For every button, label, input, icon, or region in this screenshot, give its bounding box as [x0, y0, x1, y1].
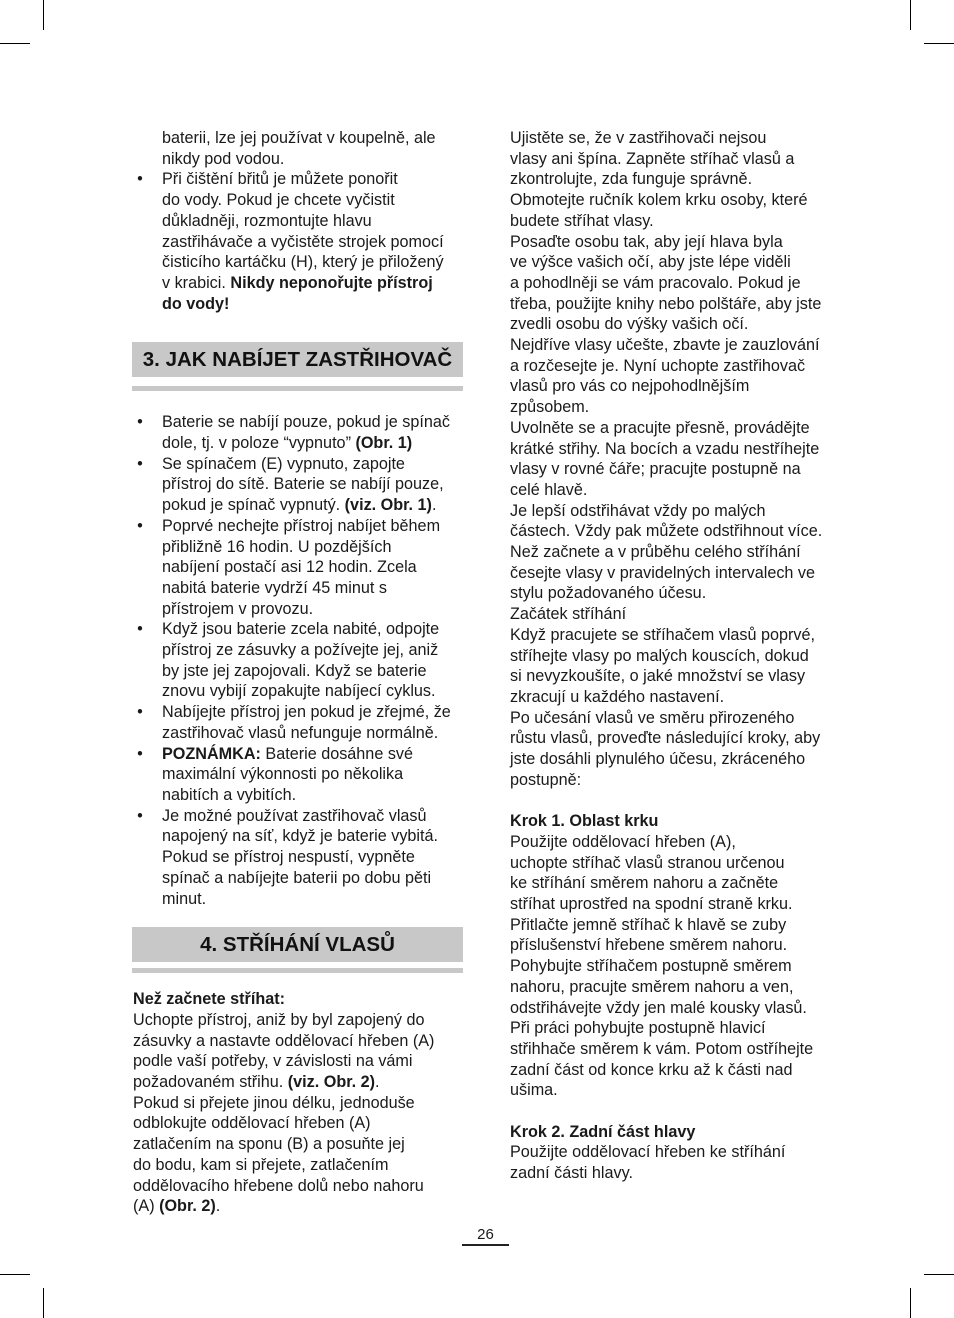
text-line: budete stříhat vlasy. — [510, 211, 654, 230]
list-item: • Baterie se nabíjí pouze, pokud je spínač dole, tj. v poloze “vypnuto” (Obr. 1) — [133, 412, 468, 453]
before-cutting-paragraph: Než začnete stříhat: Uchopte přístroj, aniž by byl zapojený do zásuvky a nastavte oddělovací hřeben (A) podle vaší potřeby, v závislosti na vámi požadovaném střihu. (viz. Obr. 2). Pokud si přejete jinou délku, jednoduše odblokujte oddělovací hřeben (A) zatlačením na sponu (B) a posuňte jej do bodu, kam si přejete, zatlačením oddělovacího hřebene dolů nebo nahoru (A) (Obr. 2). — [133, 990, 435, 1216]
cleaning-list — [133, 169, 468, 314]
text-line: třeba, použijte knihy nebo polštáře, aby jste — [510, 294, 822, 313]
crop-mark — [0, 43, 30, 44]
text-line: česejte vlasy v pravidelných intervalech ve — [510, 563, 816, 582]
text-line: Při práci pohybujte postupně hlavicí — [510, 1019, 766, 1038]
text-line: Když pracujete se stříhačem vlasů poprvé, — [510, 625, 816, 644]
crop-mark — [924, 43, 954, 44]
text-line: krátké střihy. Na bocích a vzadu nestříhejte — [510, 439, 820, 458]
section-heading: 4. STŘÍHÁNÍ VLASŮ — [132, 927, 463, 962]
crop-mark — [0, 1274, 30, 1275]
text-line: Než začnete a v průběhu celého stříhání — [510, 543, 801, 562]
text-line: zvedli osobu do výšky vašich očí. — [510, 315, 749, 334]
bullet-icon: • — [137, 516, 143, 535]
list-item: • Se spínačem (E) vypnuto, zapojte přístroj do sítě. Baterie se nabíjí pouze, pokud je spínač vypnutý. (viz. Obr. 1). — [133, 454, 468, 516]
text-line: Je lepší odstřihávat vždy po malých — [510, 501, 766, 520]
text-line: zadní části hlavy. — [510, 1164, 633, 1183]
bullet-icon: • — [137, 170, 143, 189]
text-line: růstu vlasů, proveďte následující kroky, aby — [510, 729, 821, 748]
text-line: Obmotejte ručník kolem krku osoby, které — [510, 191, 808, 210]
text-line: Posaďte osobu tak, aby její hlava byla — [510, 232, 783, 251]
step-title: Krok 2. Zadní část hlavy — [510, 1122, 696, 1141]
text-line: postupně: — [510, 770, 582, 789]
list-item: • Je možné používat zastřihovač vlasů napojený na síť, když je baterie vybitá. Pokud se přístroj nespustí, vypněte spínač a nabíjejte baterii po dobu pěti minut. — [133, 806, 468, 910]
text-line: Použijte oddělovací hřeben ke stříhání — [510, 1143, 786, 1162]
text-line: odstřihávejte vždy jen malé kousky vlasů. — [510, 998, 807, 1017]
text-line: Nejdříve vlasy učešte, zbavte je zauzlování — [510, 336, 820, 355]
page-number: 26 — [477, 1226, 494, 1243]
bullet-icon: • — [137, 620, 143, 639]
left-column — [133, 128, 468, 1217]
text-line: vlasy ani špína. Zapněte stříhač vlasů a — [510, 149, 795, 168]
text-line: Pohybujte stříhačem postupně směrem — [510, 957, 792, 976]
bullet-icon: • — [137, 703, 143, 722]
text-line: uchopte stříhač vlasů stranou určenou — [510, 853, 785, 872]
text-line: ve výšce vašich očí, aby jste lépe viděli — [510, 253, 791, 272]
text-line: způsobem. — [510, 398, 590, 417]
text-line: jste dosáhli plynulého účesu, zkráceného — [510, 750, 806, 769]
text-line: Začátek stříhání — [510, 605, 627, 624]
text-line: Ujistěte se, že v zastřihovači nejsou — [510, 129, 767, 147]
text-line: Použijte oddělovací hřeben (A), — [510, 832, 736, 851]
text-line: nahoru, pracujte směrem nahoru a ven, — [510, 977, 794, 996]
continued-text: baterii, lze jej používat v koupelně, ale nikdy pod vodou. — [162, 129, 436, 168]
text-line: celé hlavě. — [510, 480, 588, 499]
page-number-rule — [462, 1244, 509, 1246]
section-heading: 3. JAK NABÍJET ZASTŘIHOVAČ — [132, 342, 463, 377]
text-line: zkracují u každého nastavení. — [510, 687, 725, 706]
step-title: Krok 1. Oblast krku — [510, 812, 659, 831]
text-line: Uvolněte se a pracujte přesně, provádějte — [510, 418, 810, 437]
text-line: vlasů pro vás co nejpohodlnějším — [510, 377, 750, 396]
instructions-paragraph — [510, 128, 845, 791]
text-line: ke stříhání směrem nahoru a začněte — [510, 874, 779, 893]
text-line: a rozčesejte je. Nyní uchopte zastřihovač — [510, 356, 806, 375]
text-line: Po učesání vlasů ve směru přirozeného — [510, 708, 795, 727]
crop-mark — [910, 1288, 911, 1318]
text-line: příslušenství hřebene směrem nahoru. — [510, 936, 788, 955]
list-item: • POZNÁMKA: Baterie dosáhne své maximální výkonnosti po několika nabitích a vybitích. — [133, 744, 468, 806]
list-item: • Nabíjejte přístroj jen pokud je zřejmé, že zastřihovač vlasů nefunguje normálně. — [133, 702, 468, 743]
step-1 — [510, 811, 845, 1101]
charging-list — [133, 412, 468, 909]
list-item: • Poprvé nechejte přístroj nabíjet během přibližně 16 hodin. U pozdějších nabíjení postačí asi 12 hodin. Zcela nabitá baterie vydrží 45 minut s přístrojem v provozu. — [133, 516, 468, 620]
text-line: vlasy v rovné čáře; pracujte postupně na — [510, 460, 801, 479]
text-line: Přitlačte jemně stříhač k hlavě se zuby — [510, 915, 787, 934]
bullet-icon: • — [137, 806, 143, 825]
text-line: střihhače směrem k vám. Potom ostříhejte — [510, 1039, 814, 1058]
list-item: • Při čištění břitů je můžete ponořit do vody. Pokud je chcete vyčistit důkladněji, rozmontujte hlavu zastřihávače a vyčistěte strojek pomocí čisticího kartáčku (H), který je přiložený v krabici. Nikdy neponořujte přístroj do vody! — [133, 169, 468, 314]
text-line: částech. Vždy pak můžete odstřihnout více. — [510, 522, 823, 541]
text-line: si nevyzkoušíte, o jaké množství se vlasy — [510, 667, 806, 686]
bullet-icon: • — [137, 744, 143, 763]
list-item: • Když jsou baterie zcela nabité, odpojte přístroj ze zásuvky a požívejte jej, aniž by jste jej zapojovali. Když se baterie znovu vybijí zopakujte nabíjecí cyklus. — [133, 619, 468, 702]
text-line: stříhejte vlasy po malých kouscích, dokud — [510, 646, 809, 665]
text-line: stříhat uprostřed na spodní straně krku. — [510, 895, 793, 913]
crop-mark — [43, 0, 44, 30]
crop-mark — [910, 0, 911, 30]
bullet-icon: • — [137, 413, 143, 432]
crop-mark — [924, 1274, 954, 1275]
text-line: zadní část od konce krku až k části nad — [510, 1060, 793, 1079]
crop-mark — [43, 1288, 44, 1318]
bullet-icon: • — [137, 454, 143, 473]
text-line: zkontrolujte, zda funguje správně. — [510, 170, 753, 189]
right-column — [510, 128, 845, 1184]
text-line: a pohodlněji se vám pracovalo. Pokud je — [510, 273, 801, 292]
text-line: stylu požadovaného účesu. — [510, 584, 707, 603]
text-line: ušima. — [510, 1081, 558, 1100]
step-2 — [510, 1122, 845, 1184]
